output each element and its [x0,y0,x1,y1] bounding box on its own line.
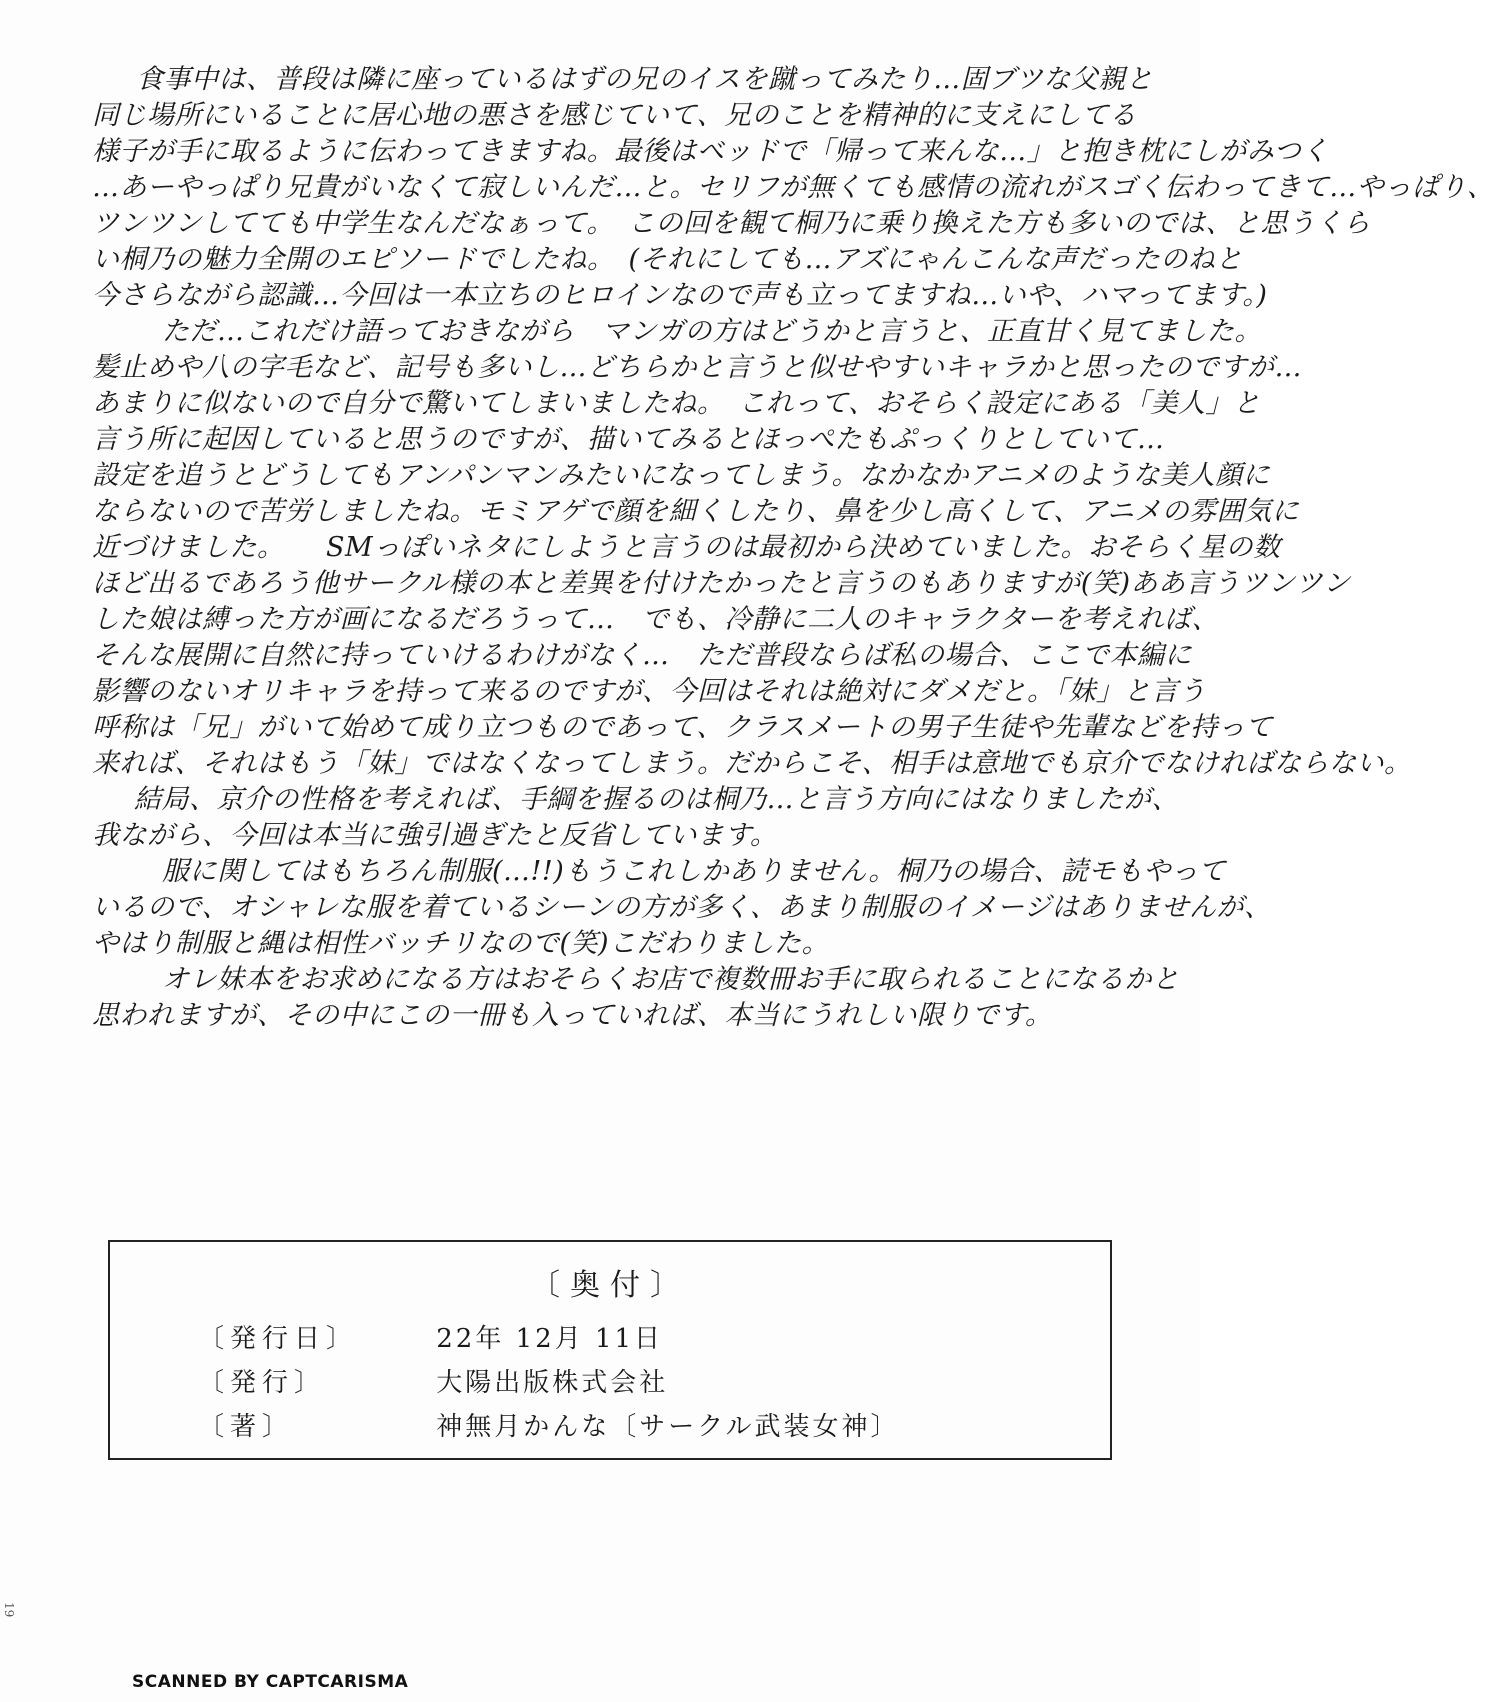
text-line: 結局、京介の性格を考えれば、手綱を握るのは桐乃…と言う方向にはなりましたが、 [134,784,1179,815]
text-line: いるので、オシャレな服を着ているシーンの方が多く、あまり制服のイメージはありませんが、 [92,892,1272,923]
text-line: 服に関してはもちろん制服(…!!)もうこれしかありません。桐乃の場合、読モもやって [162,856,1226,887]
text-line: あまりに似ないので自分で驚いてしまいましたね。 これって、おそらく設定にある「美人」と [92,388,1261,419]
text-line: 同じ場所にいることに居心地の悪さを感じていて、兄のことを精神的に支えにしてる [92,100,1137,131]
text-line: 今さらながら認識…今回は一本立ちのヒロインなので声も立ってますね…いや、ハマってます。) [92,280,1268,311]
text-line: ただ…これだけ語っておきながら マンガの方はどうかと言うと、正直甘く見てました。 [162,316,1262,347]
colophon-row-issue-date [198,1318,663,1355]
issue-date-label: 〔発行日〕 [198,1324,359,1354]
text-line: …あーやっぱり兄貴がいなくて寂しいんだ…と。セリフが無くても感情の流れがスゴく伝わってきて…やっぱり、 [92,172,1494,203]
page-number: 19 [2,1602,16,1618]
text-line: 影響のないオリキャラを持って来るのですが、今回はそれは絶対にダメだと。「妹」と言う [92,676,1206,707]
text-line: ほど出るであろう他サークル様の本と差異を付けたかったと言うのもありますが(笑)ああ言うツンツン [92,568,1351,599]
issue-date-value: 22年 12月 11日 [436,1324,664,1354]
author-value: 神無月かんな〔サークル武装女神〕 [436,1412,900,1442]
author-label: 〔著〕 [198,1412,295,1442]
text-line: い桐乃の魅力全開のエピソードでしたね。 (それにしても…アズにゃんこんな声だったのねと [92,244,1243,275]
colophon-row-publisher [198,1362,668,1399]
text-line: やはり制服と縄は相性バッチリなので(笑)こだわりました。 [92,928,830,959]
colophon-row-author [198,1406,900,1443]
text-line: オレ妹本をお求めになる方はおそらくお店で複数冊お手に取られることになるかと [162,964,1180,995]
text-line: 呼称は「兄」がいて始めて成り立つものであって、クラスメートの男子生徒や先輩などを持って [92,712,1273,743]
publisher-value: 大陽出版株式会社 [436,1368,669,1398]
colophon-box [108,1240,1112,1460]
text-line: 髪止めや八の字毛など、記号も多いし…どちらかと言うと似せやすいキャラかと思ったのですが… [92,352,1302,383]
text-line: 我ながら、今回は本当に強引過ぎたと反省しています。 [92,820,778,851]
text-line: 設定を追うとどうしてもアンパンマンみたいになってしまう。なかなかアニメのような美人顔に [92,460,1271,491]
text-line: 様子が手に取るように伝わってきますね。最後はベッドで「帰って来んな…」と抱き枕にしがみつく [92,136,1329,167]
scan-credit: SCANNED BY CAPTCARISMA [132,1672,409,1692]
text-line: ならないので苦労しましたね。モミアゲで顔を細くしたり、鼻を少し高くして、アニメの雰囲気に [92,496,1300,527]
afterword-text [92,62,1494,1034]
publisher-label: 〔発行〕 [198,1368,327,1398]
text-line: した娘は縛った方が画になるだろうって… でも、冷静に二人のキャラクターを考えれば、 [92,604,1219,635]
text-line: 思われますが、その中にこの一冊も入っていれば、本当にうれしい限りです。 [92,1000,1053,1031]
text-line: 言う所に起因していると思うのですが、描いてみるとほっぺたもぷっくりとしていて… [92,424,1165,455]
text-line: 来れば、それはもう「妹」ではなくなってしまう。だからこそ、相手は意地でも京介でなければならない。 [92,748,1412,779]
text-line: 近づけました。 SMっぽいネタにしようと言うのは最初から決めていました。おそらく星の数 [92,532,1281,563]
colophon-title: 〔奥付〕 [530,1268,690,1303]
text-line: 食事中は、普段は隣に座っているはずの兄のイスを蹴ってみたり…固ブツな父親と [136,64,1154,95]
text-line: ツンツンしてても中学生なんだなぁって。 この回を観て桐乃に乗り換えた方も多いのでは、と思うくら [92,208,1371,239]
text-line: そんな展開に自然に持っていけるわけがなく… ただ普段ならば私の場合、ここで本編に [92,640,1192,671]
